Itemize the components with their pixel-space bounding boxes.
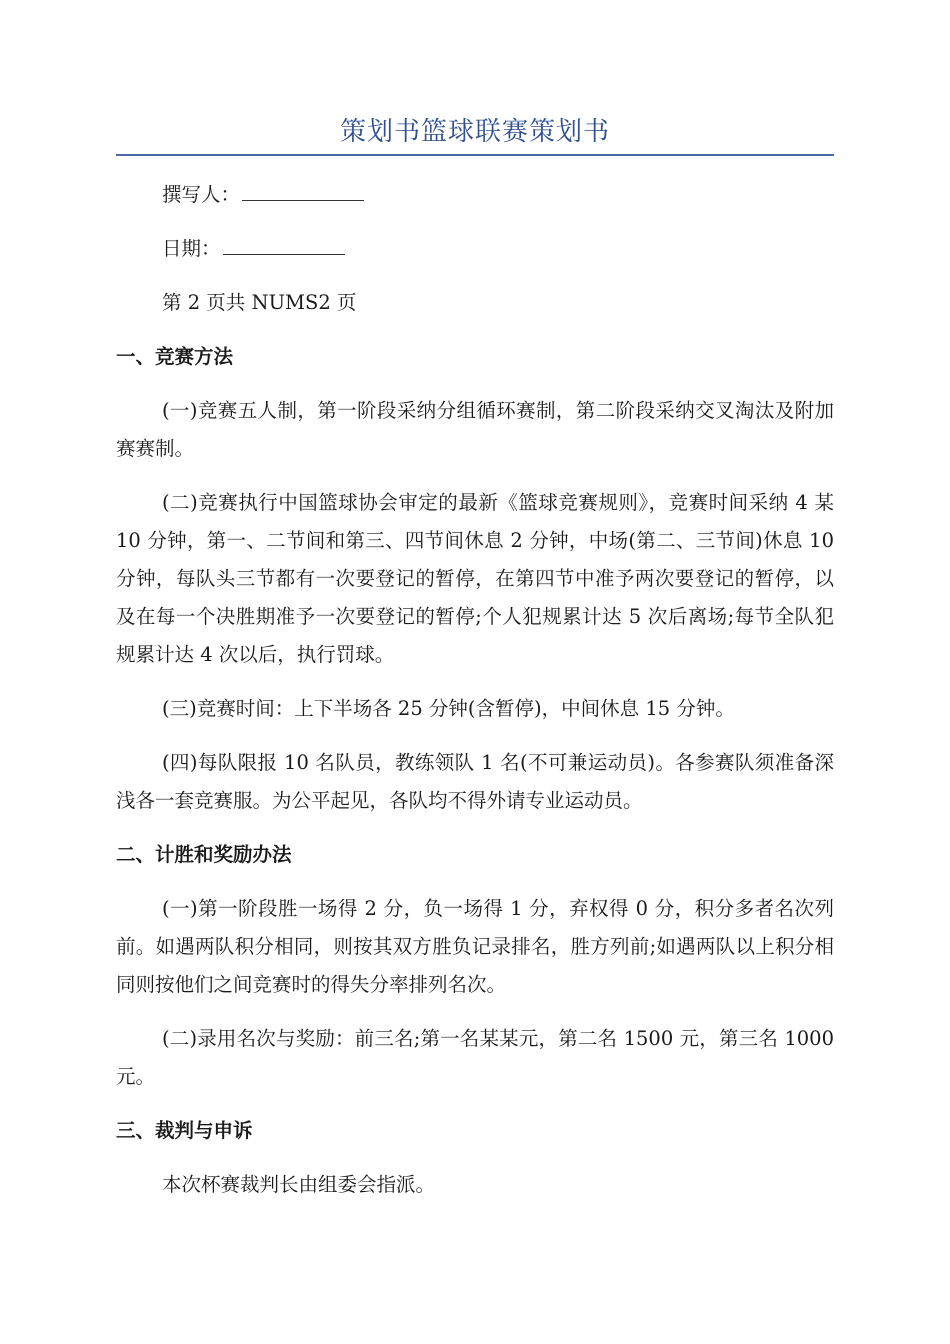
author-label: 撰写人：: [162, 183, 241, 206]
paragraph: (一)第一阶段胜一场得 2 分，负一场得 1 分，弃权得 0 分，积分多者名次列前。如遇两队积分相同，则按其双方胜负记录排名，胜方列前;如遇两队以上积分相同则按他们之间竞赛时的得失分率排列名次。: [116, 897, 834, 996]
paragraph: (二)竞赛执行中国篮球协会审定的最新《篮球竞赛规则》，竞赛时间采纳 4 某 10 分钟，第一、二节间和第三、四节间休息 2 分钟，中场(第二、三节间)休息 10 分钟，每队头三节都有一次要登记的暂停，在第四节中准予两次要登记的暂停，以及在每一个决胜期准予一次要登记的暂停;个人犯规累计达 5 次后离场;每节全队犯规累计达 4 次以后，执行罚球。: [116, 491, 834, 666]
document-title: 策划书篮球联赛策划书: [339, 117, 610, 147]
date-blank-field: [223, 232, 345, 255]
section-heading: 三、裁判与申诉: [116, 1119, 253, 1142]
paragraph: (三)竞赛时间：上下半场各 25 分钟(含暂停)，中间休息 15 分钟。: [162, 697, 735, 720]
title-underline: [116, 154, 834, 156]
date-label: 日期：: [162, 237, 221, 260]
paragraph: 本次杯赛裁判长由组委会指派。: [162, 1173, 436, 1196]
paragraph: (四)每队限报 10 名队员，教练领队 1 名(不可兼运动员)。各参赛队须准备深浅各一套竞赛服。为公平起见，各队均不得外请专业运动员。: [116, 751, 834, 812]
section-competition-method: [116, 338, 834, 820]
author-line: [116, 176, 834, 214]
document-body: [116, 176, 834, 1220]
section-referee-appeal: [116, 1112, 834, 1204]
section-heading: 二、计胜和奖励办法: [116, 843, 292, 866]
paragraph: (一)竞赛五人制，第一阶段采纳分组循环赛制，第二阶段采纳交叉淘汰及附加赛赛制。: [116, 399, 834, 460]
section-heading: 一、竞赛方法: [116, 345, 234, 368]
date-line: [116, 230, 834, 268]
author-blank-field: [242, 178, 364, 201]
section-scoring-awards: [116, 836, 834, 1096]
paragraph: (二)录用名次与奖励：前三名;第一名某某元，第二名 1500 元，第三名 1000 元。: [116, 1027, 834, 1088]
page-indicator: 第 2 页共 NUMS2 页: [162, 291, 357, 314]
